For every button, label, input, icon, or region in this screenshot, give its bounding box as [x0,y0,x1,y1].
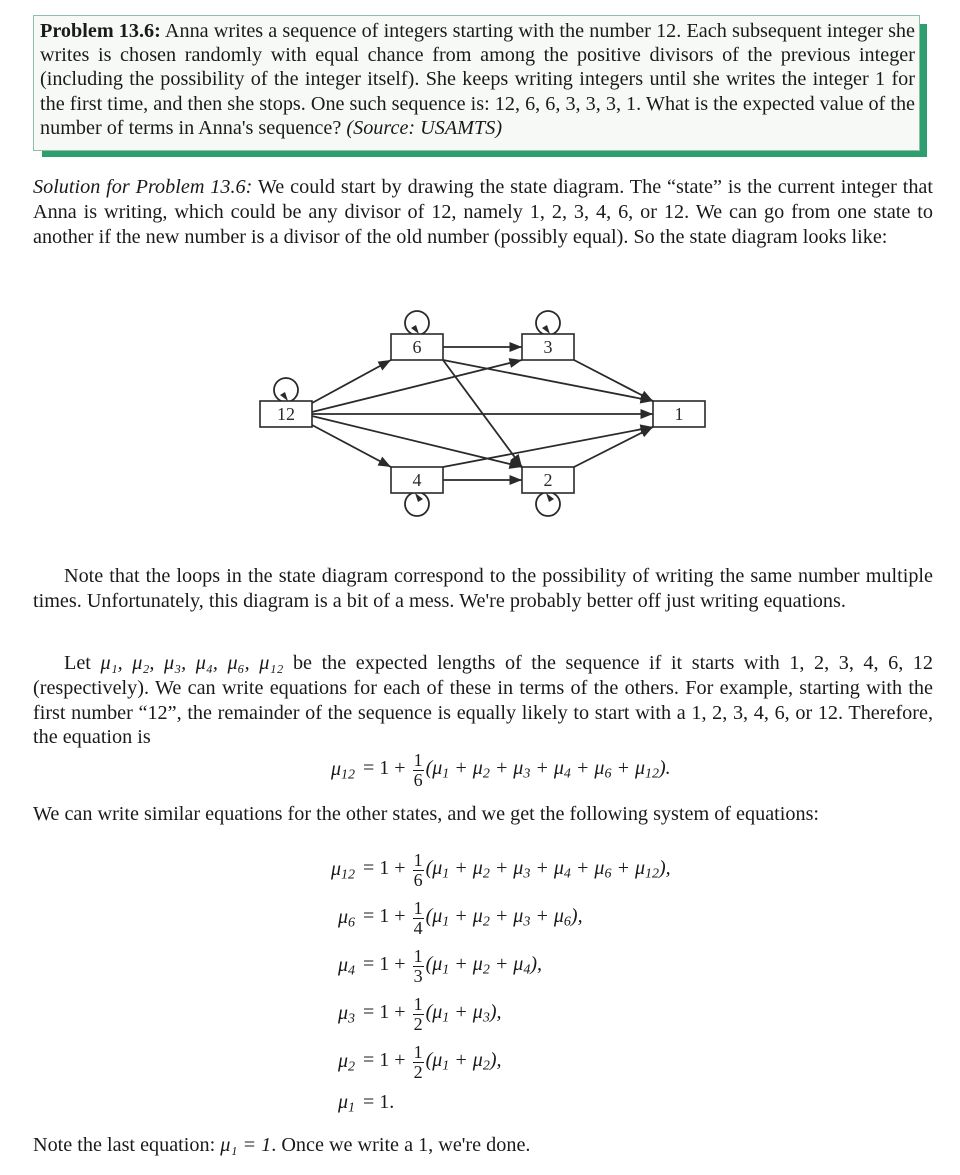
equation-rhs [363,1091,394,1114]
equation-rhs-prefix: = 1. [363,1090,395,1113]
fraction-denominator: 2 [413,1061,423,1082]
equation-row-mu12 [303,845,671,893]
equation-lhs: $\mu_4$ [337,953,355,978]
fraction-numerator: 1 [413,749,423,770]
equation-lhs: $\mu_6$ [337,905,355,930]
equation-row-mu3 [303,989,671,1037]
fraction-denominator: 4 [413,917,423,938]
edge-12-to-6 [312,360,391,403]
let-text: be the expected lengths of the sequence if it starts with 1, 2, 3, 4, 6, 12 (respectively). We can write equations for each of these in terms of the others. For example, starting with the first number “12”, the remainder of the sequence is equally likely to start with a 1, 2, 3, 4, 6, or 12. Therefore, the equation is [33,652,933,749]
state-node-3 [522,334,574,360]
equation-rhs-suffix: $(\mu_1 + \mu_2 + \mu_3 + \mu_4 + \mu_6 + \mu_{12})$. [425,756,671,782]
last-paragraph [33,1133,933,1158]
fraction [413,899,424,938]
equation-rhs-suffix: $(\mu_1 + \mu_2 + \mu_3 + \mu_4 + \mu_6 + \mu_{12})$, [425,856,671,882]
state-node-label: 6 [412,337,422,357]
edge-6-to-1 [443,360,653,401]
fraction-denominator: 3 [413,965,423,986]
self-loop-arrowhead-4 [415,493,423,502]
problem-label: Problem 13.6: [40,20,161,42]
fraction [413,751,424,790]
similar-paragraph: We can write similar equations for the other states, and we get the following system of equations: [33,803,820,825]
self-loop-arrowhead-3 [542,325,550,334]
state-node-label: 1 [674,404,684,424]
equation-row-mu6 [303,893,671,941]
edge-2-to-1 [574,427,653,467]
equation-rhs [363,1042,501,1081]
equation-system [303,845,671,1119]
fraction-numerator: 1 [413,849,423,870]
state-node-label: 2 [543,470,553,490]
let-prefix: Let [64,652,101,674]
fraction [413,995,424,1034]
equation-rhs-suffix: $(\mu_1 + \mu_3)$, [425,1000,502,1026]
self-loop-arrowhead-12 [280,392,288,401]
state-node-12 [260,401,312,427]
equation-rhs-prefix: = 1 + [363,904,406,927]
fraction-numerator: 1 [413,1041,423,1062]
equation-lhs: $\mu_2$ [337,1049,355,1074]
self-loop-arrowhead-6 [411,325,419,334]
equation-rhs-prefix: = 1 + [363,856,406,879]
self-loop-arrowhead-2 [546,493,554,502]
state-node-label: 4 [412,470,422,490]
equation-rhs-suffix: $(\mu_1 + \mu_2 + \mu_4)$, [425,952,543,978]
equation-row-mu2 [303,1037,671,1085]
fraction-denominator: 2 [413,1013,423,1034]
edge-4-to-1 [443,427,653,467]
equation-lhs: $\mu_{12}$ [330,757,355,782]
equation-rhs-prefix: = 1 + [363,756,406,779]
state-node-1 [653,401,705,427]
last-math: μ₁ = 1 [220,1134,272,1156]
equation-lhs: $\mu_3$ [337,1001,355,1026]
last-prefix: Note the last equation: [33,1134,221,1156]
fraction [413,851,424,890]
fraction-denominator: 6 [413,869,423,890]
problem-text: Anna writes a sequence of integers starting with the number 12. Each subsequent integer she writes is chosen randomly with equal chance from among the positive divisors of the previous integer (including the possibility of the integer itself). She keeps writing integers until she writes the integer 1 for the first time, and then she stops. One such sequence is: 12, 6, 6, 3, 3, 3, 1. What is the expected value of the number of terms in Anna's sequence? [40,20,915,139]
state-diagram [0,0,960,560]
equation-lhs: $\mu_{12}$ [330,857,355,882]
fraction-numerator: 1 [413,897,423,918]
let-paragraph [33,651,933,750]
fraction [413,1043,424,1082]
equation-rhs [363,946,542,985]
state-node-2 [522,467,574,493]
fraction [413,947,424,986]
equation-rhs-prefix: = 1 + [363,1048,406,1071]
state-node-label: 3 [543,337,553,357]
equation-rhs-suffix: $(\mu_1 + \mu_2 + \mu_3 + \mu_6)$, [425,904,583,930]
equation-row-mu1 [303,1085,671,1119]
equation-mu12-example [303,745,671,793]
equation-rhs-prefix: = 1 + [363,952,406,975]
equation-rhs [363,898,583,937]
equation-rhs [363,994,501,1033]
fraction-numerator: 1 [413,993,423,1014]
note-paragraph: Note that the loops in the state diagram correspond to the possibility of writing the same number multiple times. Unfortunately, this diagram is a bit of a mess. We're probably better off just writing equations. [33,565,933,612]
equation-row-mu4 [303,941,671,989]
equation-rhs-suffix: $(\mu_1 + \mu_2)$, [425,1048,502,1074]
equation-row [303,745,671,793]
state-node-4 [391,467,443,493]
equation-rhs [363,850,671,889]
solution-text: We could start by drawing the state diagram. The “state” is the current integer that Anna is writing, which could be any divisor of 12, namely 1, 2, 3, 4, 6, or 12. We can go from one state to another if the new number is a divisor of the old number (possibly equal). So the state diagram looks like: [33,176,933,248]
state-node-6 [391,334,443,360]
problem-source: (Source: USAMTS) [346,116,503,139]
edge-12-to-4 [312,425,391,467]
equation-rhs-prefix: = 1 + [363,1000,406,1023]
state-node-label: 12 [277,404,295,424]
last-suffix: . Once we write a 1, we're done. [271,1134,531,1156]
fraction-numerator: 1 [413,945,423,966]
fraction-denominator: 6 [413,769,423,790]
equation-rhs [363,750,671,789]
equation-lhs: $\mu_1$ [337,1090,355,1115]
edge-3-to-1 [574,360,653,401]
solution-label: Solution for Problem 13.6: [33,176,253,198]
let-variables: μ₁, μ₂, μ₃, μ₄, μ₆, μ₁₂ [100,652,284,674]
